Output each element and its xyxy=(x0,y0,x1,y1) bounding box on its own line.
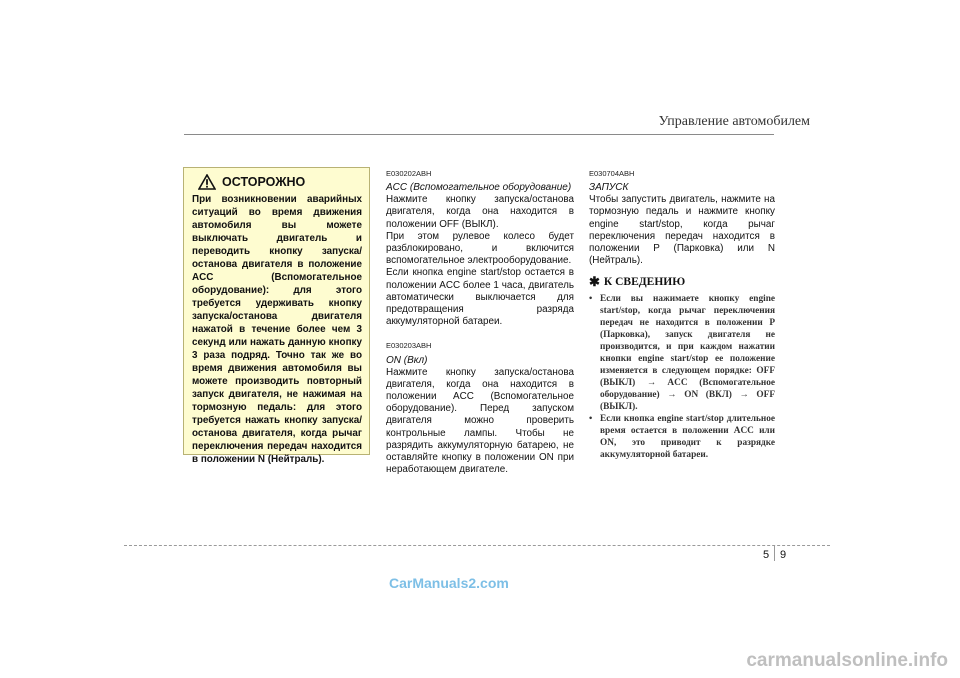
on-paragraph-1: Нажмите кнопку запуска/останова двигателя, когда она находится в положении ACC (Вспомогательное оборудование). Перед запуском двигателя можно проверить контрольные лампы. Чтобы не разрядить аккумуляторную батарею, не оставляйте кнопку в положении ON при неработающем двигателе. xyxy=(386,366,574,476)
note-list xyxy=(589,293,775,461)
right-column xyxy=(589,168,775,461)
warning-heading xyxy=(198,174,362,190)
watermark-carmanuals2[interactable]: CarManuals2.com xyxy=(389,575,509,591)
note-item-1-text: Если вы нажимаете кнопку engine start/stop, когда рычаг переключения передач не находится в положении P (Парковка), запуск двигателя не производится, и при каждом нажатии кнопки engine start/stop ее положение изменяется в следующем порядке: OFF (ВЫКЛ) → ACC (Вспомогательное оборудование) → ON (ВКЛ) → OFF (ВЫКЛ). xyxy=(600,293,775,412)
bullet-glyph: • xyxy=(589,413,593,424)
list-item xyxy=(589,293,775,413)
warning-box xyxy=(183,167,370,465)
acc-paragraph-2: При этом рулевое колесо будет разблокировано, и включится вспомогательное электрооборудование. xyxy=(386,230,574,267)
start-section-title: ЗАПУСК xyxy=(589,182,629,194)
note-asterisk-icon: ✱ xyxy=(589,274,600,290)
on-section-code: E030203ABH xyxy=(386,341,432,351)
note-title: К СВЕДЕНИЮ xyxy=(603,276,686,289)
page-header-title: Управление автомобилем xyxy=(658,114,810,129)
acc-paragraph-3: Если кнопка engine start/stop остается в положении ACC более 1 часа, двигатель автоматически выключается для предотвращения разряда аккумуляторной батареи. xyxy=(386,267,574,328)
note-item-2-text: Если кнопка engine start/stop длительное время остается в положении ACC или ON, это приводит к разрядке аккумуляторной батареи. xyxy=(600,413,775,460)
start-paragraph-1: Чтобы запустить двигатель, нажмите на тормозную педаль и нажмите кнопку engine start/stop, когда рычаг переключения передач находится в положении P (Парковка) или N (Нейтраль). xyxy=(589,194,775,267)
start-section-code: E030704ABH xyxy=(589,169,635,178)
acc-section-title: ACC (Вспомогательное оборудование) xyxy=(386,182,572,194)
acc-section-code: E030202ABH xyxy=(386,169,432,178)
acc-paragraph-1: Нажмите кнопку запуска/останова двигателя, когда она находится в положении OFF (ВЫКЛ). xyxy=(386,194,574,230)
on-section-title: ON (Вкл) xyxy=(386,354,428,366)
bullet-glyph: • xyxy=(589,293,593,304)
chapter-number: 5 xyxy=(763,549,770,561)
warning-title: ОСТОРОЖНО xyxy=(222,175,306,189)
note-heading xyxy=(589,276,775,288)
warning-body: При возникновении аварийных ситуаций во время движения автомобиля вы можете выключать двигатель и переводить кнопку запуска/останова двигателя в положение ACC (Вспомогательное оборудование): для этого требуется удерживать кнопку запуска/останова двигателя нажатой в течение более чем 3 секунд или нажать данную кнопку 3 раза подряд. Точно так же во время движения автомобиля вы можете производить повторный запуск двигателя, не нажимая на тормозную педаль: для этого требуется нажать кнопку запуска/останова двигателя, когда рычаг переключения передач находится в положении N (Нейтраль). xyxy=(192,194,362,465)
footer-dashed-rule xyxy=(124,545,830,546)
page-number-divider xyxy=(774,546,775,561)
warning-triangle-icon xyxy=(198,174,216,190)
header-rule xyxy=(184,134,774,135)
middle-column xyxy=(386,168,574,476)
watermark-carmanualsonline[interactable]: carmanualsonline.info xyxy=(746,650,948,671)
page-number: 9 xyxy=(780,549,787,561)
list-item xyxy=(589,413,775,461)
